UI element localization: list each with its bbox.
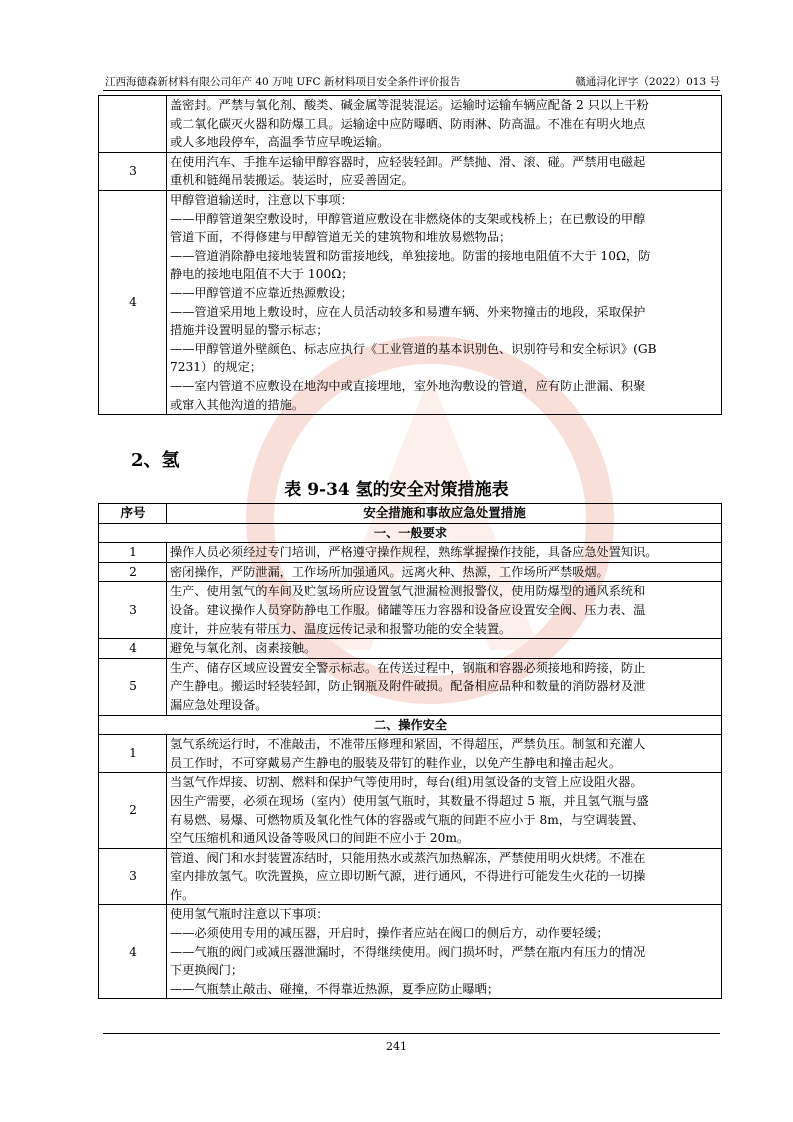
table-row	[99, 582, 722, 639]
row-number: 3	[99, 848, 167, 905]
row-number: 1	[99, 735, 167, 773]
content-line: 管道下面，不得修建与甲醇管道无关的建筑物和堆放易燃物品；	[170, 230, 512, 245]
row-number: 3	[99, 152, 167, 190]
content-line: 氢气系统运行时，不准敲击，不准带压修理和紧固，不得超压，严禁负压。制氢和充灌人	[170, 737, 646, 752]
table-row	[99, 96, 722, 153]
header-number: 序号	[99, 504, 167, 524]
content-line: 管道、阀门和水封装置冻结时，只能用热水或蒸汽加热解冻，严禁使用明火烘烤。不准在	[170, 850, 646, 865]
content-line: 操作人员必须经过专门培训，严格遵守操作规程，熟练掌握操作技能，具备应急处置知识。	[170, 545, 658, 560]
content-line: 甲醇管道输送时，注意以下事项：	[170, 192, 353, 207]
content-line: 作。	[170, 887, 195, 902]
content-line: ——必须使用专用的减压器，开启时，操作者应站在阀口的侧后方，动作要轻缓；	[170, 926, 609, 941]
content-line: ——室内管道不应敷设在地沟中或直接埋地，室外地沟敷设的管道，应有防止泄漏、积聚	[170, 378, 646, 393]
table-row	[99, 735, 722, 773]
content-line: 有易燃、易爆、可燃物质及氧化性气体的容器或气瓶的间距不应小于 8m，与空调装置、	[170, 812, 645, 827]
content-line: 或二氧化碳灭火器和防爆工具。运输途中应防曝晒、防雨淋、防高温。不准在有明火地点	[170, 116, 646, 131]
section-row	[99, 523, 722, 543]
table-caption: 表 9-34 氢的安全对策措施表	[284, 480, 509, 500]
row-number	[99, 96, 167, 153]
content-line: 盖密封。严禁与氧化剂、酸类、碱金属等混装混运。运输时运输车辆应配备 2 只以上干粉	[170, 98, 649, 112]
page-header	[103, 72, 720, 91]
header-report-number: 赣通浔化评字（2022）013 号	[575, 76, 720, 88]
content-line: 密闭操作，严防泄漏，工作场所加强通风。远离火种、热源，工作场所严禁吸烟。	[170, 564, 609, 579]
content-line: ——甲醇管道不应靠近热源敷设；	[170, 285, 353, 300]
content-line: ——管道采用地上敷设时，应在人员活动较多和易遭车辆、外来物撞击的地段，采取保护	[170, 304, 646, 319]
content-line: 漏应急处理设备。	[170, 697, 268, 712]
content-line: ——气瓶的阀门或减压器泄漏时，不得继续使用。阀门损坏时，严禁在瓶内有压力的情况	[170, 944, 646, 959]
content-line: 静电的接地电阻值不大于 100Ω；	[170, 267, 354, 282]
methanol-measures-table-continued	[98, 95, 722, 415]
section-row	[99, 715, 722, 735]
content-line: 生产、储存区域应设置安全警示标志。在传送过程中，钢瓶和容器必须接地和跨接，防止	[170, 660, 646, 675]
content-line: ——气瓶禁止敲击、碰撞，不得靠近热源，夏季应防止曝晒；	[170, 981, 500, 996]
table-row	[99, 658, 722, 715]
row-number: 2	[99, 562, 167, 582]
row-content	[167, 543, 722, 563]
content-line: 设备。建议操作人员穿防静电工作服。储罐等压力容器和设备应设置安全阀、压力表、温	[170, 602, 646, 617]
content-line: 重机和链绳吊装搬运。装运时，应妥善固定。	[170, 173, 414, 188]
row-content	[167, 582, 722, 639]
table-row	[99, 190, 722, 414]
section-title: 二、操作安全	[99, 715, 722, 735]
row-number: 3	[99, 582, 167, 639]
content-line: 避免与氧化剂、卤素接触。	[170, 641, 317, 656]
page-number: 241	[386, 1040, 407, 1053]
header-report-title: 江西海德森新材料有限公司年产 40 万吨 UFC 新材料项目安全条件评价报告	[105, 76, 461, 88]
content-line: 度计，并应装有带压力、温度远传记录和报警功能的安全装置。	[170, 621, 512, 636]
footer-rule	[103, 1033, 720, 1034]
row-content	[167, 735, 722, 773]
row-number: 4	[99, 905, 167, 999]
row-content	[167, 562, 722, 582]
content-line: 措施并设置明显的警示标志；	[170, 323, 329, 338]
content-line: 或窜入其他沟道的措施。	[170, 397, 305, 412]
content-line: ——管道消除静电接地装置和防雷接地线，单独接地。防雷的接地电阻值不大于 10Ω，防	[170, 248, 651, 263]
row-content	[167, 773, 722, 848]
content-line: 空气压缩机和通风设备等吸风口的间距不应小于 20m。	[170, 831, 470, 846]
row-number: 4	[99, 190, 167, 414]
row-content	[167, 96, 722, 153]
content-line: 或人多地段停车，高温季节应早晚运输。	[170, 135, 390, 150]
row-number: 5	[99, 658, 167, 715]
table-row	[99, 543, 722, 563]
content-line: 下更换阀门；	[170, 963, 244, 978]
content-line: 因生产需要，必须在现场（室内）使用氢气瓶时，其数量不得超过 5 瓶，并且氢气瓶与盛	[170, 793, 649, 808]
row-content	[167, 658, 722, 715]
table-row	[99, 848, 722, 905]
content-line: 员工作时，不可穿戴易产生静电的服装及带钉的鞋作业，以免产生静电和撞击起火。	[170, 755, 621, 770]
table-row	[99, 773, 722, 848]
row-number: 1	[99, 543, 167, 563]
content-line: 使用氢气瓶时注意以下事项：	[170, 907, 329, 922]
table-row	[99, 905, 722, 999]
content-line: 7231）的规定；	[170, 360, 262, 375]
content-line: 生产、使用氢气的车间及贮氢场所应设置氢气泄漏检测报警仪，使用防爆型的通风系统和	[170, 584, 646, 599]
content-line: 产生静电。搬运时轻装轻卸，防止钢瓶及附件破损。配备相应品种和数量的消防器材及泄	[170, 679, 646, 694]
content-line: ——甲醇管道外壁颜色、标志应执行《工业管道的基本识别色、识别符号和安全标识》(GB	[170, 341, 657, 356]
table-header-row	[99, 504, 722, 524]
content-line: ——甲醇管道架空敷设时，甲醇管道应敷设在非燃烧体的支架或栈桥上；在已敷设的甲醇	[170, 211, 646, 226]
row-number: 2	[99, 773, 167, 848]
hydrogen-measures-table	[98, 503, 722, 999]
content-line: 当氢气作焊接、切割、燃料和保护气等使用时，每台(组)用氢设备的支管上应设阻火器。	[170, 775, 643, 790]
row-content	[167, 848, 722, 905]
row-content	[167, 152, 722, 190]
table-row	[99, 639, 722, 659]
row-number: 4	[99, 639, 167, 659]
table-row	[99, 562, 722, 582]
row-content	[167, 639, 722, 659]
content-line: 室内排放氢气。吹洗置换，应立即切断气源，进行通风，不得进行可能发生火花的一切操	[170, 869, 646, 884]
content-line: 在使用汽车、手推车运输甲醇容器时，应轻装轻卸。严禁抛、滑、滚、碰。严禁用电磁起	[170, 154, 646, 169]
header-content: 安全措施和事故应急处置措施	[167, 504, 722, 524]
row-content	[167, 905, 722, 999]
table-row	[99, 152, 722, 190]
row-content	[167, 190, 722, 414]
section-title: 一、一般要求	[99, 523, 722, 543]
section-heading: 2、氢	[131, 450, 180, 471]
